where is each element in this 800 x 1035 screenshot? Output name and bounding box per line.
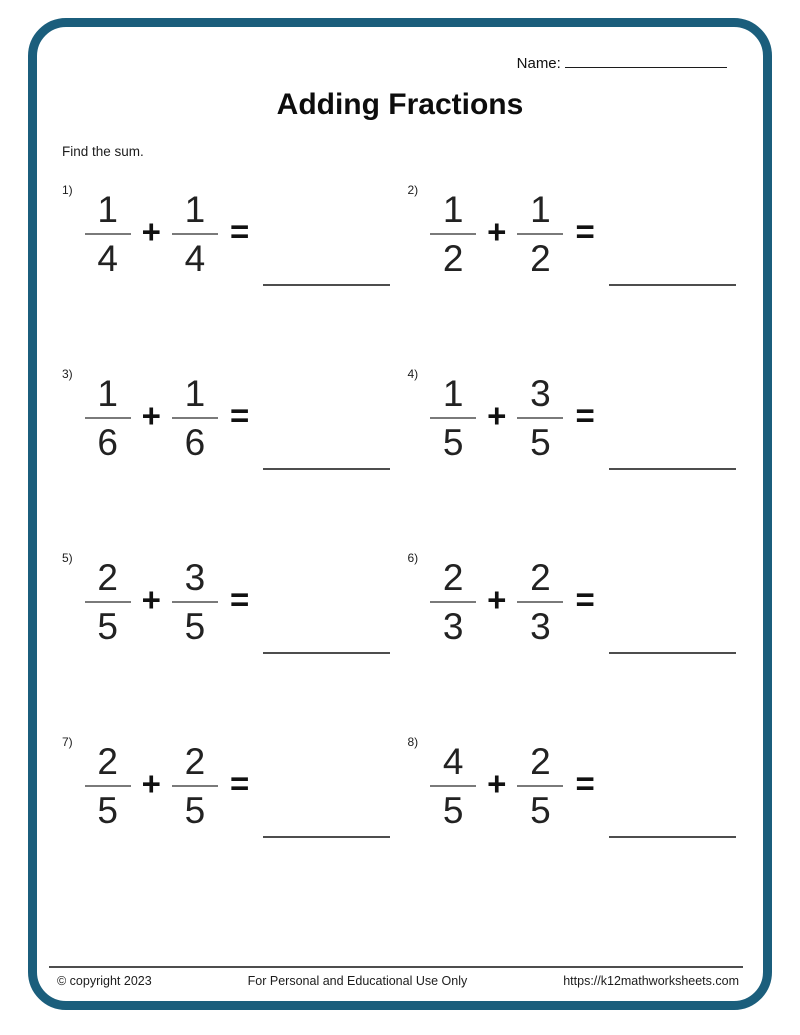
fraction-addend-2: [517, 374, 563, 462]
denominator: 4: [184, 238, 206, 279]
denominator: 5: [97, 606, 118, 647]
fraction-addend-2: [172, 742, 218, 830]
equals-sign: =: [229, 397, 250, 434]
denominator: 2: [442, 238, 464, 279]
problem-8: [408, 733, 754, 839]
equals-sign: =: [229, 213, 250, 250]
numerator: 3: [184, 557, 206, 598]
fraction-addend-2: [517, 558, 563, 646]
equals-sign: =: [575, 765, 595, 802]
problem-number: 5): [62, 551, 73, 565]
fraction-bar: [430, 417, 476, 419]
denominator: 5: [530, 422, 551, 463]
answer-blank-line: [609, 836, 736, 838]
numerator: 1: [97, 189, 118, 230]
worksheet-page: [28, 18, 772, 1010]
problems-grid: [62, 181, 753, 839]
problem-expression: [85, 733, 391, 839]
numerator: 2: [442, 557, 464, 598]
fraction-addend-2: [172, 374, 218, 462]
fraction-bar: [85, 601, 131, 603]
fraction-addend-1: [430, 742, 476, 830]
problem-7: [62, 733, 408, 839]
problem-expression: [85, 549, 391, 655]
fraction-addend-2: [172, 558, 218, 646]
numerator: 2: [97, 557, 118, 598]
answer-blank-line: [263, 284, 390, 286]
page-title: Adding Fractions: [276, 88, 524, 121]
problem-number: 6): [407, 551, 419, 565]
answer-blank-line: [263, 652, 390, 654]
fraction-addend-1: [430, 558, 476, 646]
denominator: 6: [97, 422, 118, 463]
problem-2: [408, 181, 754, 287]
numerator: 1: [184, 189, 206, 230]
denominator: 5: [97, 790, 118, 831]
numerator: 2: [530, 741, 551, 782]
fraction-bar: [172, 417, 218, 419]
plus-operator: +: [487, 765, 507, 802]
numerator: 2: [97, 741, 118, 782]
problem-1: [62, 181, 408, 287]
fraction-bar: [517, 601, 563, 603]
problem-number: 8): [407, 735, 419, 749]
fraction-addend-1: [430, 374, 476, 462]
problem-expression: [430, 733, 736, 839]
numerator: 1: [184, 373, 206, 414]
name-row: [37, 53, 727, 72]
numerator: 3: [530, 373, 551, 414]
answer-blank-line: [263, 836, 390, 838]
fraction-addend-2: [517, 190, 563, 278]
fraction-bar: [430, 785, 476, 787]
problem-number: 2): [407, 183, 419, 197]
footer-usage-note: For Personal and Educational Use Only: [247, 974, 468, 988]
numerator: 1: [97, 373, 118, 414]
answer-blank-line: [263, 468, 390, 470]
equals-sign: =: [229, 581, 250, 618]
name-label: Name:: [516, 55, 561, 72]
numerator: 1: [442, 373, 464, 414]
numerator: 2: [530, 557, 551, 598]
denominator: 4: [97, 238, 118, 279]
problem-expression: [430, 365, 736, 471]
numerator: 2: [184, 741, 206, 782]
fraction-addend-1: [85, 558, 131, 646]
fraction-bar: [430, 601, 476, 603]
answer-blank-line: [609, 284, 736, 286]
fraction-addend-1: [430, 190, 476, 278]
problem-expression: [85, 365, 391, 471]
fraction-bar: [85, 417, 131, 419]
fraction-bar: [172, 785, 218, 787]
denominator: 6: [184, 422, 206, 463]
problem-6: [408, 549, 754, 655]
fraction-bar: [172, 233, 218, 235]
fraction-bar: [517, 233, 563, 235]
fraction-addend-2: [517, 742, 563, 830]
footer-url: https://k12mathworksheets.com: [563, 974, 739, 988]
denominator: 5: [442, 422, 464, 463]
denominator: 2: [530, 238, 551, 279]
fraction-bar: [517, 417, 563, 419]
plus-operator: +: [141, 397, 161, 434]
fraction-bar: [85, 785, 131, 787]
denominator: 5: [184, 790, 206, 831]
problem-number: 4): [407, 367, 419, 381]
numerator: 4: [442, 741, 464, 782]
problem-number: 7): [62, 735, 73, 749]
equals-sign: =: [575, 581, 595, 618]
equals-sign: =: [229, 765, 250, 802]
problem-number: 1): [62, 183, 73, 197]
problem-expression: [430, 181, 736, 287]
problem-4: [408, 365, 754, 471]
fraction-addend-1: [85, 190, 131, 278]
plus-operator: +: [141, 581, 161, 618]
denominator: 5: [442, 790, 464, 831]
problem-3: [62, 365, 408, 471]
numerator: 1: [442, 189, 464, 230]
problem-5: [62, 549, 408, 655]
answer-blank-line: [609, 468, 736, 470]
equals-sign: =: [575, 397, 595, 434]
problem-number: 3): [62, 367, 73, 381]
problem-expression: [430, 549, 736, 655]
name-blank-line: [565, 53, 727, 68]
denominator: 3: [530, 606, 551, 647]
denominator: 5: [184, 606, 206, 647]
denominator: 5: [530, 790, 551, 831]
instruction-text: Find the sum.: [62, 144, 144, 159]
plus-operator: +: [141, 213, 161, 250]
fraction-bar: [517, 785, 563, 787]
problem-expression: [85, 181, 391, 287]
plus-operator: +: [487, 581, 507, 618]
equals-sign: =: [575, 213, 595, 250]
plus-operator: +: [487, 397, 507, 434]
fraction-addend-2: [172, 190, 218, 278]
fraction-addend-1: [85, 374, 131, 462]
numerator: 1: [530, 189, 551, 230]
plus-operator: +: [141, 765, 161, 802]
plus-operator: +: [487, 213, 507, 250]
footer: [49, 966, 743, 988]
fraction-bar: [430, 233, 476, 235]
fraction-bar: [172, 601, 218, 603]
fraction-addend-1: [85, 742, 131, 830]
answer-blank-line: [609, 652, 736, 654]
denominator: 3: [442, 606, 464, 647]
footer-copyright: © copyright 2023: [57, 974, 152, 988]
fraction-bar: [85, 233, 131, 235]
